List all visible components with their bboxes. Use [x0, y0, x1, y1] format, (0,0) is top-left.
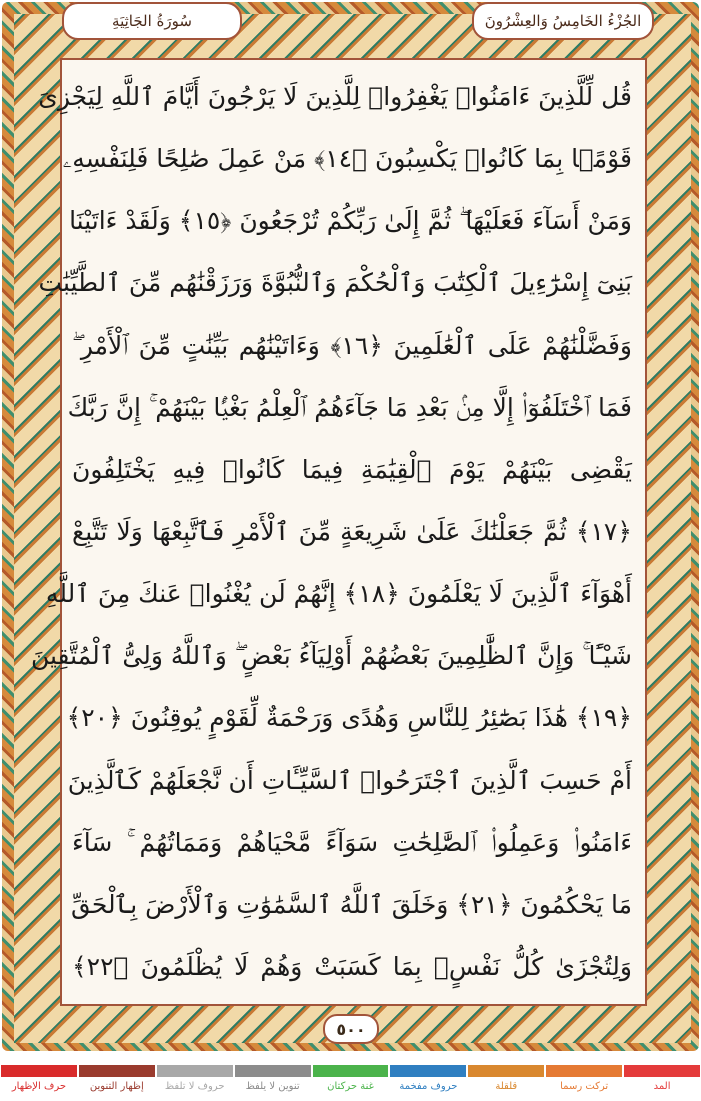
legend-label: حرف الإظهار — [11, 1081, 67, 1092]
page-number — [323, 1014, 379, 1044]
text-line: أَمْ حَسِبَ ٱلَّذِينَ ٱجْتَرَحُوا۟ ٱلسَّيِّـَٔاتِ أَن نَّجْعَلَهُمْ كَٱلَّذِينَ — [67, 765, 632, 795]
legend-color-bar — [235, 1065, 311, 1077]
legend-label: غنة حركتان — [327, 1081, 374, 1092]
legend-label: تركت رسما — [560, 1081, 609, 1092]
legend-label: حروف لا تلفظ — [164, 1081, 225, 1092]
text-line: مَا يَحْكُمُونَ ﴿٢١﴾ وَخَلَقَ ٱللَّهُ ٱلسَّمَٰوَٰتِ وَٱلْأَرْضَ بِٱلْحَقِّ — [71, 889, 632, 919]
text-line: وَفَضَّلْنَٰهُمْ عَلَى ٱلْعَٰلَمِينَ ﴿١٦﴾ وَءَاتَيْنَٰهُم بَيِّنَٰتٍ مِّنَ ٱلْأَمْرِ ۖ — [72, 330, 632, 360]
tajweed-legend-bars — [0, 1065, 701, 1077]
surah-name-cartouche — [62, 2, 242, 40]
legend-label: تنوين لا يلفظ — [245, 1081, 300, 1092]
text-line: وَمَنْ أَسَآءَ فَعَلَيْهَا ۖ ثُمَّ إِلَىٰ رَبِّكُمْ تُرْجَعُونَ ﴿١٥﴾ وَلَقَدْ ءَاتَيْنَا — [69, 206, 632, 236]
text-line: يَقْضِى بَيْنَهُمْ يَوْمَ ٱلْقِيَٰمَةِ فِيمَا كَانُوا۟ فِيهِ يَخْتَلِفُونَ — [72, 454, 632, 484]
juz-name: الجُزْءُ الخَامِسُ وَالعِشْرُونَ — [484, 12, 642, 30]
text-line: ﴿١٩﴾ هَٰذَا بَصَٰٓئِرُ لِلنَّاسِ وَهُدًى وَرَحْمَةٌ لِّقَوْمٍ يُوقِنُونَ ﴿٢٠﴾ — [66, 703, 632, 733]
legend-color-bar — [79, 1065, 155, 1077]
legend-color-bar — [624, 1065, 700, 1077]
page-number-text: ٥٠٠ — [336, 1019, 366, 1039]
legend-color-bar — [390, 1065, 466, 1077]
juz-name-cartouche — [472, 2, 654, 40]
legend-color-bar — [157, 1065, 233, 1077]
text-line: وَلِتُجْزَىٰ كُلُّ نَفْسٍۭ بِمَا كَسَبَتْ وَهُمْ لَا يُظْلَمُونَ ﴿٢٢﴾ — [72, 951, 632, 981]
text-line: فَمَا ٱخْتَلَفُوٓا۟ إِلَّا مِنۢ بَعْدِ مَا جَآءَهُمُ ٱلْعِلْمُ بَغْيًۢا بَيْنَهُمْ ۚ إِنَّ رَبَّكَ — [67, 392, 632, 422]
legend-label: المد — [653, 1081, 671, 1092]
surah-name: سُورَةُ الجَاثِيَةِ — [112, 12, 192, 30]
text-line: قُل لِّلَّذِينَ ءَامَنُوا۟ يَغْفِرُوا۟ لِلَّذِينَ لَا يَرْجُونَ أَيَّامَ ٱللَّهِ لِيَجْزِىَ — [38, 82, 632, 111]
legend-label: إظهار التنوين — [89, 1081, 144, 1092]
text-line: شَيْـًٔا ۚ وَإِنَّ ٱلظَّٰلِمِينَ بَعْضُهُمْ أَوْلِيَآءُ بَعْضٍ ۖ وَٱللَّهُ وَلِىُّ ٱلْمُتَّقِينَ — [30, 641, 632, 671]
legend-color-bar — [468, 1065, 544, 1077]
legend-color-bar — [313, 1065, 389, 1077]
text-line: أَهْوَآءَ ٱلَّذِينَ لَا يَعْلَمُونَ ﴿١٨﴾ إِنَّهُمْ لَن يُغْنُوا۟ عَنكَ مِنَ ٱللَّهِ — [45, 579, 632, 609]
text-line: ﴿١٧﴾ ثُمَّ جَعَلْنَٰكَ عَلَىٰ شَرِيعَةٍ مِّنَ ٱلْأَمْرِ فَٱتَّبِعْهَا وَلَا تَتَّبِعْ — [72, 516, 632, 546]
quran-text — [30, 72, 632, 992]
legend-color-bar — [546, 1065, 622, 1077]
tajweed-legend-labels — [0, 1081, 701, 1099]
legend-color-bar — [1, 1065, 77, 1077]
legend-label: حروف مفخمة — [399, 1081, 458, 1092]
legend-label: قلقلة — [495, 1081, 518, 1092]
text-line: قَوْمًۢا بِمَا كَانُوا۟ يَكْسِبُونَ ﴿١٤﴾ مَنْ عَمِلَ صَٰلِحًا فَلِنَفْسِهِۦ — [62, 144, 632, 174]
text-line: بَنِىٓ إِسْرَٰٓءِيلَ ٱلْكِتَٰبَ وَٱلْحُكْمَ وَٱلنُّبُوَّةَ وَرَزَقْنَٰهُم مِّنَ ٱلطَّيِّبَٰتِ — [38, 268, 632, 298]
text-line: ءَامَنُوا۟ وَعَمِلُوا۟ ٱلصَّٰلِحَٰتِ سَوَآءً مَّحْيَاهُمْ وَمَمَاتُهُمْ ۚ سَآءَ — [72, 827, 632, 857]
